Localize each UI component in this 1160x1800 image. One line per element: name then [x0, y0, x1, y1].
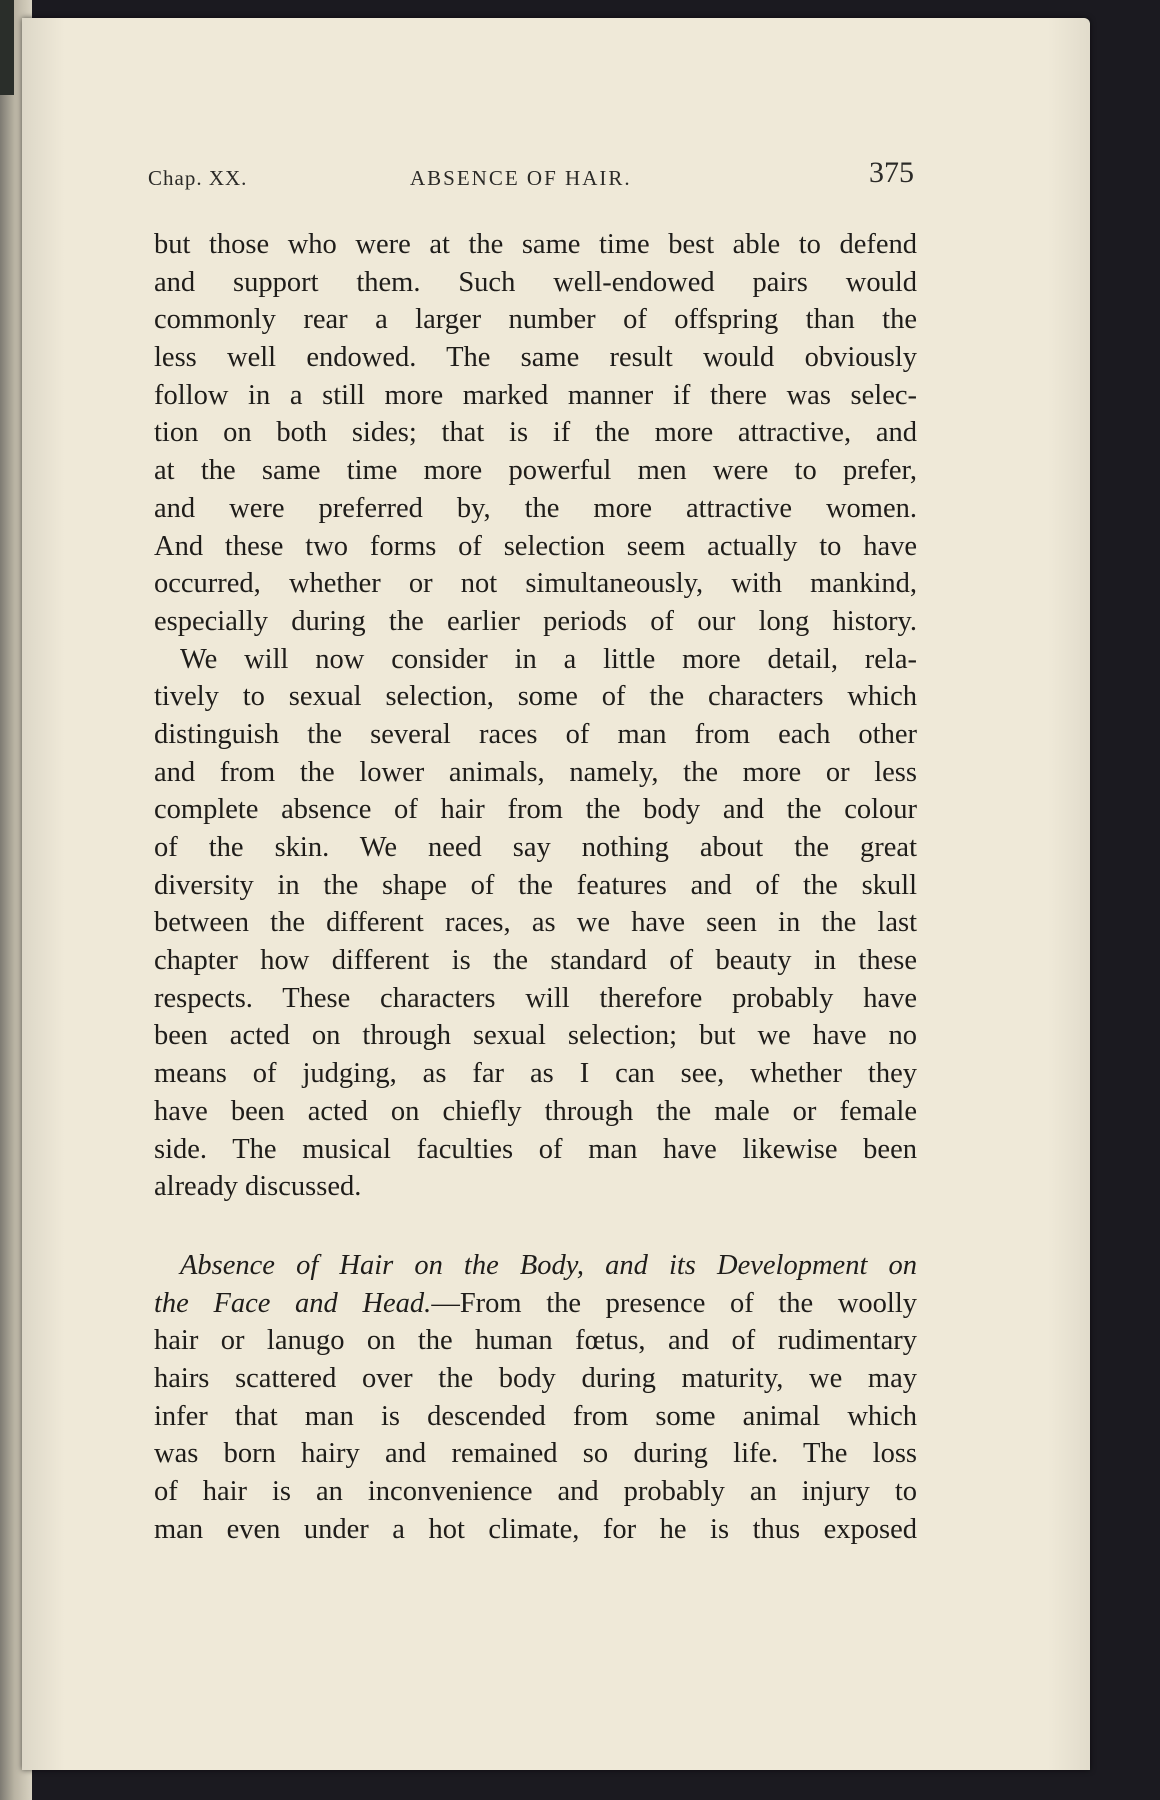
text-line: distinguish the several races of man from each other — [154, 718, 917, 750]
binding-edge — [0, 0, 14, 95]
text-line: and were preferred by, the more attractive women. — [154, 492, 917, 524]
text-line: means of judging, as far as I can see, whether they — [154, 1058, 917, 1090]
text-line: infer that man is descended from some animal which — [154, 1400, 917, 1432]
running-head — [148, 152, 914, 192]
section-heading-continued: the Face and Head. — [154, 1287, 432, 1319]
text-line: of the skin. We need say nothing about the great — [154, 832, 917, 863]
page-body — [154, 226, 917, 1548]
text-line: side. The musical faculties of man have likewise been — [154, 1133, 917, 1165]
text-line: hair or lanugo on the human fœtus, and of rudimentary — [154, 1325, 917, 1357]
text-line: complete absence of hair from the body and the colour — [154, 794, 917, 826]
text-line: and from the lower animals, namely, the more or less — [154, 756, 917, 788]
text-line: diversity in the shape of the features and of the skull — [154, 869, 917, 901]
section-absence-of-hair — [154, 1247, 917, 1549]
paragraph-1 — [154, 226, 917, 641]
text-line: but those who were at the same time best able to defend — [154, 229, 917, 260]
text-line: tion on both sides; that is if the more attractive, and — [154, 417, 917, 449]
text-line: been acted on through sexual selection; but we have no — [154, 1020, 917, 1052]
text-line: follow in a still more marked manner if there was selec- — [154, 379, 917, 411]
text-line: man even under a hot climate, for he is thus exposed — [154, 1513, 917, 1545]
text-line: hairs scattered over the body during maturity, we may — [154, 1362, 917, 1394]
running-title: ABSENCE OF HAIR. — [410, 166, 632, 190]
text-line: have been acted on chiefly through the male or female — [154, 1095, 917, 1127]
section-heading: Absence of Hair on the Body, and its Development on — [180, 1249, 917, 1281]
text-line: of hair is an inconvenience and probably an injury to — [154, 1476, 917, 1507]
text-line: respects. These characters will therefore probably have — [154, 982, 917, 1014]
text-line: between the different races, as we have seen in the last — [154, 907, 917, 939]
text-line: chapter how different is the standard of beauty in these — [154, 945, 917, 977]
page-number: 375 — [869, 156, 914, 189]
text-line: We will now consider in a little more detail, rela- — [180, 643, 917, 675]
text-line: was born hairy and remained so during life. The loss — [154, 1438, 917, 1470]
text-line: especially during the earlier periods of our long history. — [154, 605, 917, 637]
text-line: and support them. Such well-endowed pairs would — [154, 266, 917, 298]
text-line: commonly rear a larger number of offspring than the — [154, 304, 917, 336]
text-line: occurred, whether or not simultaneously, with mankind, — [154, 568, 917, 600]
text-line: And these two forms of selection seem actually to have — [154, 530, 917, 562]
text-line: less well endowed. The same result would obviously — [154, 342, 917, 374]
text-line: already discussed. — [154, 1171, 362, 1203]
section-text-start: —From the presence of the woolly — [431, 1287, 917, 1319]
chapter-label: Chap. XX. — [148, 166, 248, 190]
paragraph-2 — [154, 641, 917, 1206]
text-line: tively to sexual selection, some of the characters which — [154, 681, 917, 713]
section-gap — [154, 1206, 917, 1247]
text-line — [154, 1285, 917, 1323]
text-line: at the same time more powerful men were to prefer, — [154, 455, 917, 487]
